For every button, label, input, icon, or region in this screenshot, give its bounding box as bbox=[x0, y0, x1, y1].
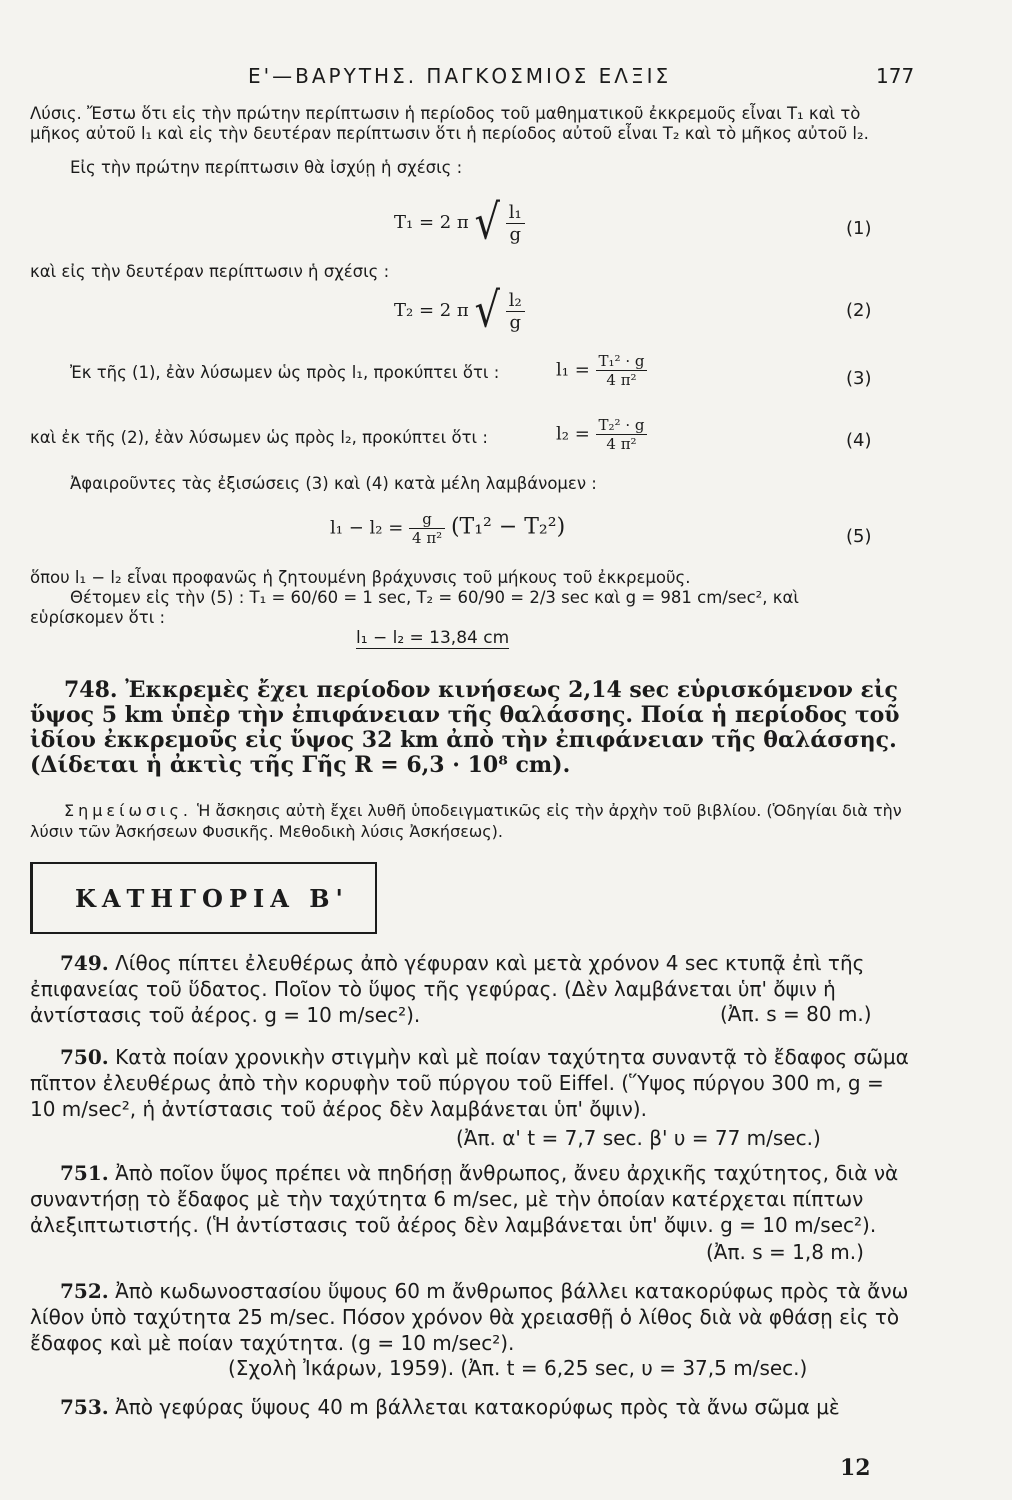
eq3-denominator: 4 π² bbox=[606, 371, 637, 389]
problem-751-answer: (Ἀπ. s = 1,8 m.) bbox=[706, 1240, 864, 1264]
eq5-rhs: (T₁² − T₂²) bbox=[450, 514, 566, 540]
problem-750-text: Κατὰ ποίαν χρονικὴν στιγμὴν καὶ μὲ ποίαν ταχύτητα συναντᾷ τὸ ἔδαφος σῶμα πῖπτον ἐλευθέρως ἀπὸ τὴν κορυφὴν τοῦ πύργου τοῦ Eiffel. (Ὕψος πύργου 300 m, g = 10 m/sec², ἡ ἀντίστασις τοῦ ἀέρος δὲν λαμβάνεται ὑπ' ὄψιν). bbox=[30, 1045, 909, 1121]
result-line bbox=[356, 628, 509, 648]
where-text: ὅπου l₁ − l₂ εἶναι προφανῶς ἡ ζητουμένη βράχυνσις τοῦ μήκους τοῦ ἐκκρεμοῦς. bbox=[30, 568, 691, 587]
running-header: Ε'—ΒΑΡΥΤΗΣ. ΠΑΓΚΟΣΜΙΟΣ ΕΛΞΙΣ bbox=[248, 64, 672, 88]
problem-752 bbox=[30, 1278, 910, 1356]
problem-753-number: 753. bbox=[60, 1395, 109, 1419]
result-value: l₁ − l₂ = 13,84 cm bbox=[356, 628, 510, 648]
eq4-fraction bbox=[596, 416, 648, 453]
eq3-fraction bbox=[596, 352, 648, 389]
equation-3 bbox=[556, 352, 647, 389]
eq2-numerator: l₂ bbox=[506, 290, 525, 312]
eq2-lhs: T₂ = 2 π bbox=[394, 300, 469, 321]
problem-752-number: 752. bbox=[60, 1279, 109, 1303]
eq5-fraction bbox=[409, 510, 445, 547]
equation-1 bbox=[394, 195, 525, 251]
eq5-denominator: 4 π² bbox=[412, 529, 443, 547]
eq2-fraction bbox=[506, 290, 525, 333]
problem-752-text: Ἀπὸ κωδωνοστασίου ὕψους 60 m ἄνθρωπος βάλλει κατακορύφως πρὸς τὰ ἄνω λίθον ὑπὸ ταχύτητα 25 m/sec. Πόσον χρόνον θὰ χρειασθῇ ὁ λίθος διὰ νὰ φθάσῃ εἰς τὸ ἔδαφος καὶ μὲ ποίαν ταχύτητα. (g = 10 m/sec²). bbox=[30, 1279, 909, 1355]
eq5-lhs: l₁ − l₂ = bbox=[330, 517, 404, 539]
page-number: 177 bbox=[876, 64, 915, 88]
solve-1-text: Ἐκ τῆς (1), ἐὰν λύσωμεν ὡς πρὸς l₁, προκύπτει ὅτι : bbox=[70, 363, 500, 382]
problem-753-text: Ἀπὸ γεφύρας ὕψους 40 m βάλλεται κατακορύφως πρὸς τὰ ἄνω σῶμα μὲ bbox=[115, 1395, 840, 1419]
eq2-denominator: g bbox=[509, 311, 521, 333]
eq1-label: (1) bbox=[846, 218, 872, 239]
problem-748 bbox=[30, 678, 910, 778]
note-text: Ἡ ἄσκησις αὐτὴ ἔχει λυθῆ ὑποδειγματικῶς εἰς τὴν ἀρχὴν τοῦ βιβλίου. (Ὁδηγίαι διὰ τὴν λύσιν τῶν Ἀσκήσεων Φυσικῆς. Μεθοδικὴ λύσις Ἀσκήσεως). bbox=[30, 801, 902, 841]
problem-753 bbox=[30, 1394, 910, 1420]
problem-751 bbox=[30, 1160, 910, 1238]
solution-second-case: καὶ εἰς τὴν δευτέραν περίπτωσιν ἡ σχέσις : bbox=[30, 262, 390, 281]
category-box bbox=[30, 862, 377, 934]
problem-751-text: Ἀπὸ ποῖον ὕψος πρέπει νὰ πηδήσῃ ἄνθρωπος, ἄνευ ἀρχικῆς ταχύτητος, διὰ νὰ συναντήσῃ τὸ ἔδαφος μὲ τὴν ταχύτητα 6 m/sec, μὲ τὴν ὁποίαν κατέρχεται πίπτων ἀλεξιπτωτιστής. (Ἡ ἀντίστασις τοῦ ἀέρος δὲν λαμβάνεται ὑπ' ὄψιν. g = 10 m/sec²). bbox=[30, 1161, 899, 1237]
eq4-label: (4) bbox=[846, 430, 872, 451]
solution-intro: Λύσις. Ἔστω ὅτι εἰς τὴν πρώτην περίπτωσιν ἡ περίοδος τοῦ μαθηματικοῦ ἐκκρεμοῦς εἶναι T₁ καὶ τὸ μῆκος αὐτοῦ l₁ καὶ εἰς τὴν δευτέραν περίπτωσιν ὅτι ἡ περίοδος αὐτοῦ εἶναι T₂ καὶ τὸ μῆκος αὐτοῦ l₂. bbox=[30, 104, 869, 143]
problem-750-answer: (Ἀπ. α' t = 7,7 sec. β' υ = 77 m/sec.) bbox=[456, 1126, 821, 1150]
eq4-numerator: T₂² · g bbox=[596, 416, 648, 435]
sheet-number: 12 bbox=[840, 1455, 871, 1481]
note-label: Σημείωσις. bbox=[64, 801, 192, 820]
eq5-label: (5) bbox=[846, 526, 872, 547]
eq3-numerator: T₁² · g bbox=[596, 352, 648, 371]
problem-750 bbox=[30, 1044, 910, 1122]
problem-750-number: 750. bbox=[60, 1045, 109, 1069]
solve-2-text: καὶ ἐκ τῆς (2), ἐὰν λύσωμεν ὡς πρὸς l₂, προκύπτει ὅτι : bbox=[30, 428, 488, 447]
eq4-denominator: 4 π² bbox=[606, 435, 637, 453]
problem-749-number: 749. bbox=[60, 951, 109, 975]
solution-first-case: Εἰς τὴν πρώτην περίπτωσιν θὰ ἰσχύῃ ἡ σχέσις : bbox=[70, 158, 463, 177]
equation-5 bbox=[330, 510, 565, 547]
problem-751-number: 751. bbox=[60, 1161, 109, 1185]
eq2-label: (2) bbox=[846, 300, 872, 321]
problem-749-answer: (Ἀπ. s = 80 m.) bbox=[720, 1002, 872, 1026]
eq5-numerator: g bbox=[409, 510, 445, 529]
problem-748-text: Ἐκκρεμὲς ἔχει περίοδον κινήσεως 2,14 sec εὑρισκόμενον εἰς ὕψος 5 km ὑπὲρ τὴν ἐπιφάνειαν τῆς θαλάσσης. Ποία ἡ περίοδος τοῦ ἰδίου ἐκκρεμοῦς εἰς ὕψος 32 km ἀπὸ τὴν ἐπιφάνειαν τῆς θαλάσσης. (Δίδεται ἡ ἀκτὶς τῆς Γῆς R = 6,3 · 10⁸ cm). bbox=[30, 677, 900, 778]
eq1-fraction bbox=[506, 202, 525, 245]
eq4-lhs: l₂ = bbox=[556, 423, 590, 445]
problem-749-text: Λίθος πίπτει ἐλευθέρως ἀπὸ γέφυραν καὶ μετὰ χρόνον 4 sec κτυπᾷ ἐπὶ τῆς ἐπιφανείας τοῦ ὕδατος. Ποῖον τὸ ὕψος τῆς γεφύρας. (Δὲν λαμβάνεται ὑπ' ὄψιν ἡ ἀντίστασις τοῦ ἀέρος. g = 10 m/sec²). bbox=[30, 951, 865, 1027]
equation-4 bbox=[556, 416, 647, 453]
sqrt-symbol: √ bbox=[474, 283, 500, 339]
eq1-numerator: l₁ bbox=[506, 202, 525, 224]
note bbox=[30, 800, 910, 842]
category-title: ΚΑΤΗΓΟΡΙΑ Β' bbox=[75, 884, 349, 913]
eq3-label: (3) bbox=[846, 368, 872, 389]
problem-748-number: 748. bbox=[64, 677, 118, 703]
equation-2 bbox=[394, 283, 525, 339]
eq1-denominator: g bbox=[509, 223, 521, 245]
eq1-lhs: T₁ = 2 π bbox=[394, 212, 469, 233]
substitute-text: Θέτομεν εἰς τὴν (5) : T₁ = 60/60 = 1 sec, T₂ = 60/90 = 2/3 sec καὶ g = 981 cm/sec², καὶ εὑρίσκομεν ὅτι : bbox=[30, 588, 799, 627]
subtract-text: Ἀφαιροῦντες τὰς ἐξισώσεις (3) καὶ (4) κατὰ μέλη λαμβάνομεν : bbox=[70, 474, 597, 493]
problem-752-answer: (Σχολὴ Ἰκάρων, 1959). (Ἀπ. t = 6,25 sec, υ = 37,5 m/sec.) bbox=[228, 1356, 808, 1380]
eq3-lhs: l₁ = bbox=[556, 359, 590, 381]
sqrt-symbol: √ bbox=[474, 195, 500, 251]
